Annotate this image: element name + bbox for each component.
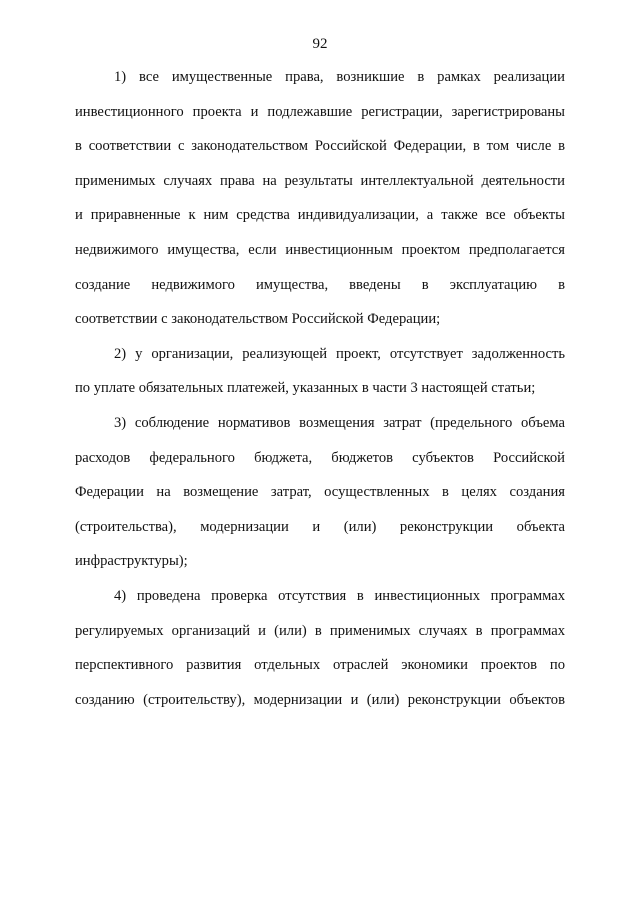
- text-line: (строительства), модернизации и (или) реконструкции объекта: [75, 518, 565, 535]
- text-line: регулируемых организаций и (или) в применимых случаях в программах: [75, 622, 565, 639]
- text-line: применимых случаях права на результаты интеллектуальной деятельности: [75, 172, 565, 189]
- text-line: 3) соблюдение нормативов возмещения затрат (предельного объема: [114, 414, 565, 431]
- paragraph-3: [75, 413, 565, 586]
- paragraph-1: [75, 67, 565, 344]
- text-line: перспективного развития отдельных отраслей экономики проектов по: [75, 657, 565, 674]
- text-line: 4) проведена проверка отсутствия в инвестиционных программах: [114, 587, 565, 604]
- text-line: соответствии с законодательством Российской Федерации;: [75, 311, 441, 328]
- paragraph-2: [75, 344, 565, 413]
- text-line: созданию (строительству), модернизации и (или) реконструкции объектов: [75, 691, 565, 708]
- text-line: инвестиционного проекта и подлежавшие регистрации, зарегистрированы: [75, 103, 565, 120]
- document-body: [75, 67, 565, 724]
- text-line: по уплате обязательных платежей, указанных в части 3 настоящей статьи;: [75, 380, 536, 397]
- text-line: в соответствии с законодательством Российской Федерации, в том числе в: [75, 138, 565, 155]
- text-line: 1) все имущественные права, возникшие в рамках реализации: [114, 69, 565, 85]
- text-line: и приравненные к ним средства индивидуализации, а также все объекты: [75, 207, 565, 224]
- page-number: 92: [312, 36, 328, 52]
- text-line: 2) у организации, реализующей проект, отсутствует задолженность: [114, 345, 565, 362]
- text-line: расходов федерального бюджета, бюджетов субъектов Российской: [75, 449, 565, 466]
- text-line: Федерации на возмещение затрат, осуществленных в целях создания: [75, 484, 565, 501]
- paragraph-4: [75, 586, 565, 724]
- text-line: недвижимого имущества, если инвестиционным проектом предполагается: [75, 241, 565, 258]
- text-line: создание недвижимого имущества, введены в эксплуатацию в: [75, 276, 565, 293]
- text-line: инфраструктуры);: [75, 553, 188, 570]
